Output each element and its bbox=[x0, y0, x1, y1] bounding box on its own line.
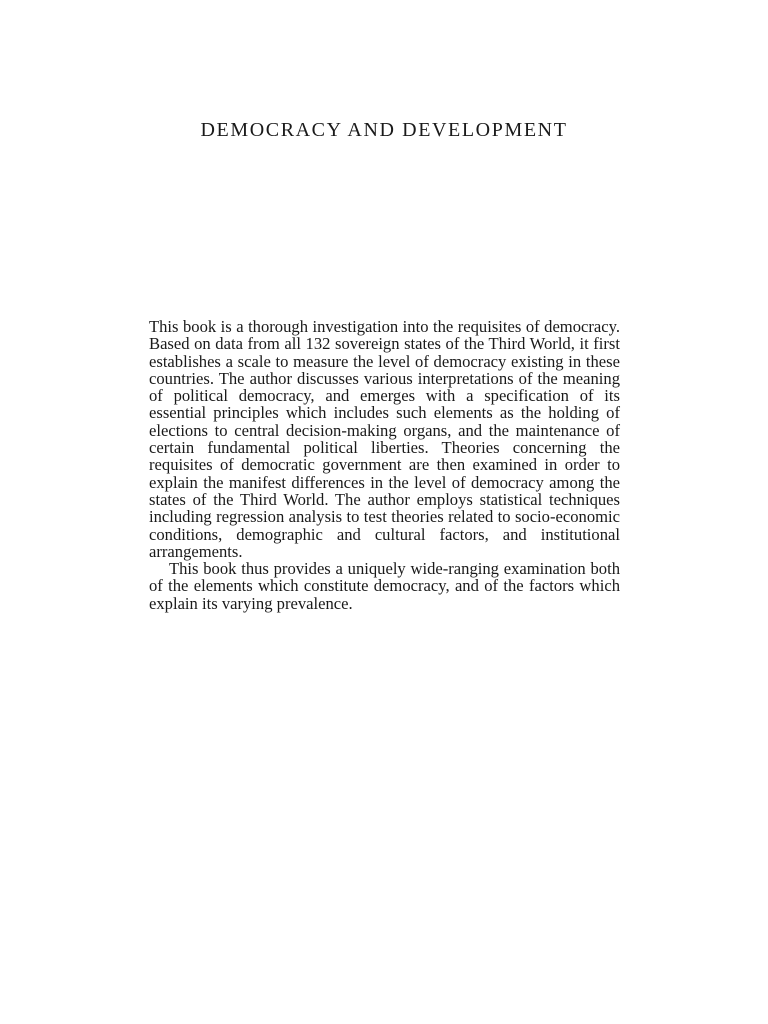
book-description bbox=[149, 318, 620, 612]
book-title: DEMOCRACY AND DEVELOPMENT bbox=[200, 119, 568, 141]
description-paragraph: This book thus provides a uniquely wide-ranging examination both of the elements which constitute democracy, and of the factors which explain its varying prevalence. bbox=[149, 559, 620, 613]
description-paragraph: This book is a thorough investigation into the requisites of democracy. Based on data from all 132 sovereign states of the Third World, it first establishes a scale to measure the level of democracy existing in these countries. The author discusses various interpretations of the meaning of political democracy, and emerges with a specification of its essential principles which includes such elements as the holding of elections to central decision-making organs, and the maintenance of certain fundamental political liberties. Theories concerning the requisites of democratic government are then examined in order to explain the manifest differences in the level of democracy among the states of the Third World. The author employs statistical techniques including regression analysis to test theories related to socio-economic conditions, demographic and cultural factors, and institutional arrangements. bbox=[149, 317, 620, 561]
